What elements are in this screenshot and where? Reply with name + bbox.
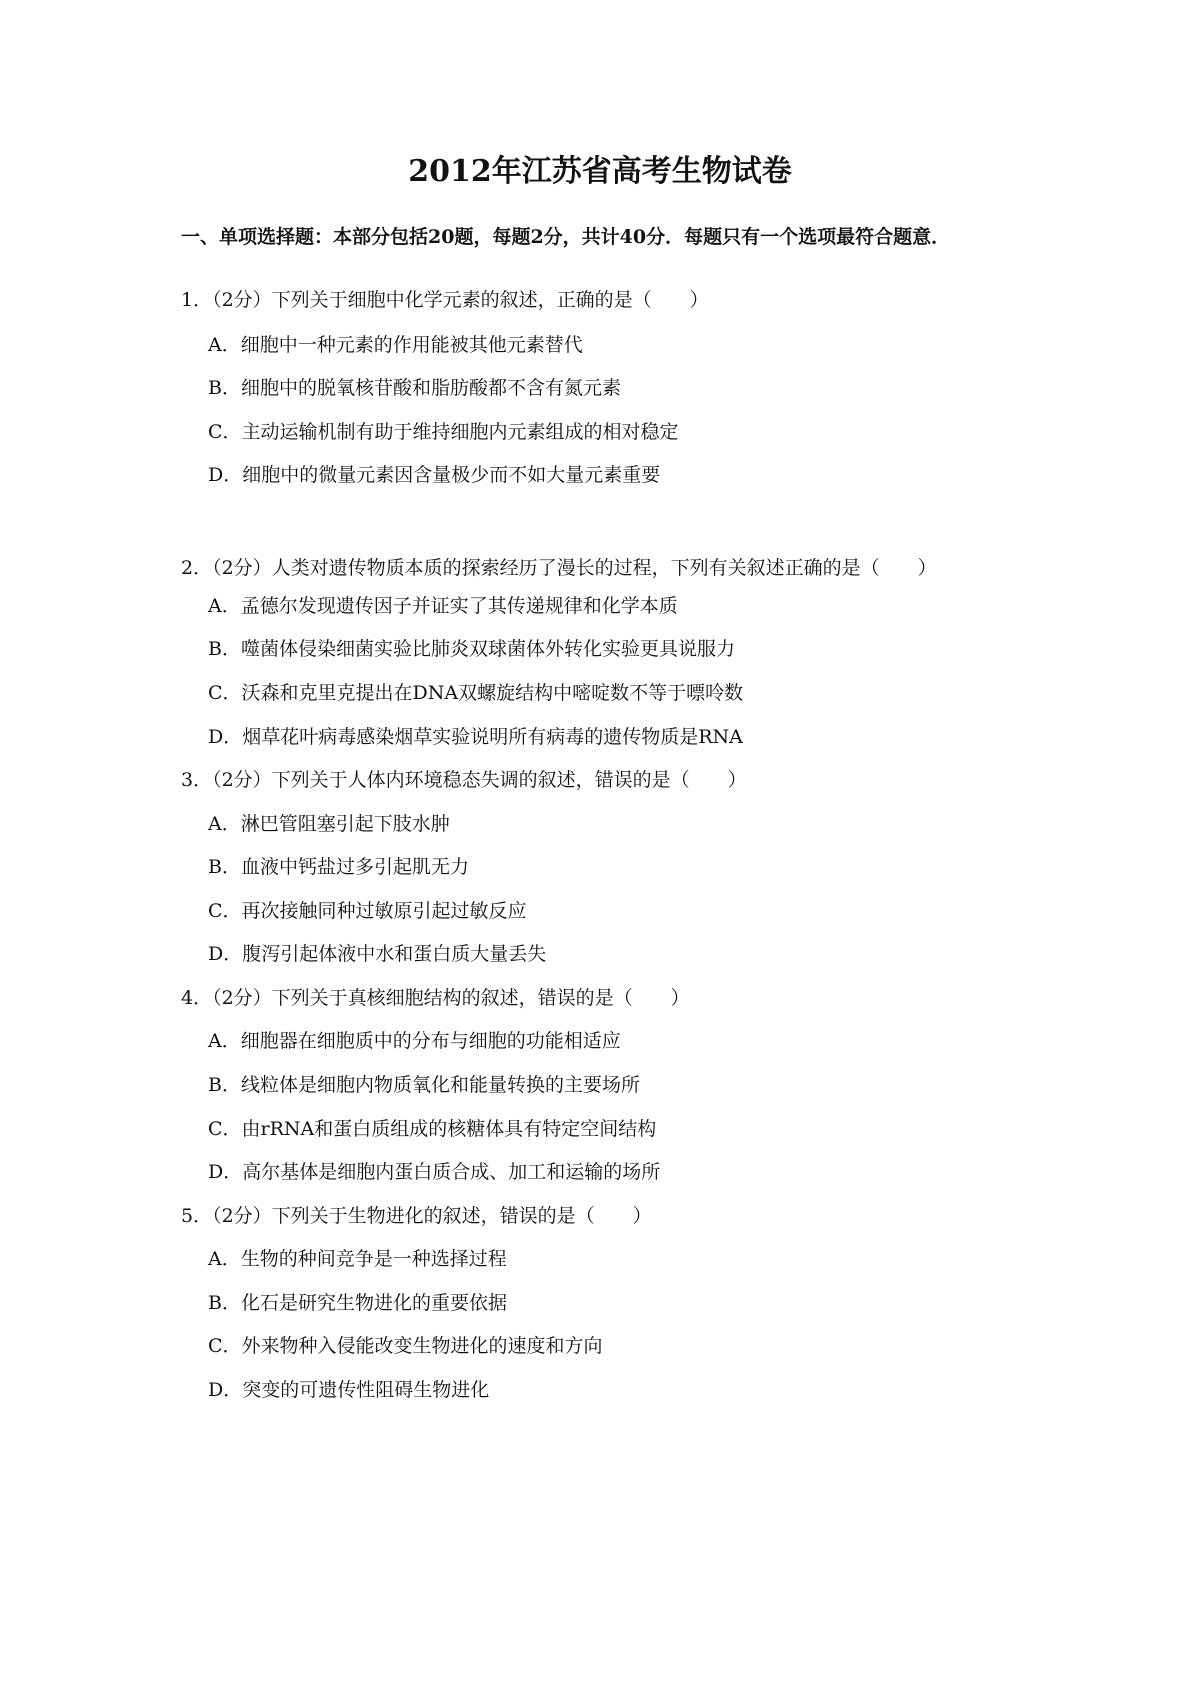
question-5-option-d: D．突变的可遗传性阻碍生物进化 bbox=[208, 1379, 490, 1401]
section-heading: 一、单项选择题：本部分包括20题，每题2分，共计40分．每题只有一个选项最符合题意． bbox=[181, 226, 951, 248]
question-2-option-a: A．孟德尔发现遗传因子并证实了其传递规律和化学本质 bbox=[208, 595, 678, 617]
question-4-stem: 4．（2分）下列关于真核细胞结构的叙述，错误的是（ ） bbox=[181, 987, 690, 1009]
question-3-option-d: D．腹泻引起体液中水和蛋白质大量丢失 bbox=[208, 943, 547, 965]
question-3-option-c: C．再次接触同种过敏原引起过敏反应 bbox=[208, 900, 527, 922]
question-3-stem: 3．（2分）下列关于人体内环境稳态失调的叙述，错误的是（ ） bbox=[181, 769, 747, 791]
question-2-option-b: B．噬菌体侵染细菌实验比肺炎双球菌体外转化实验更具说服力 bbox=[208, 638, 735, 660]
question-4-option-c: C．由rRNA和蛋白质组成的核糖体具有特定空间结构 bbox=[208, 1118, 657, 1140]
question-4-option-b: B．线粒体是细胞内物质氧化和能量转换的主要场所 bbox=[208, 1074, 640, 1096]
question-2-option-d: D．烟草花叶病毒感染烟草实验说明所有病毒的遗传物质是RNA bbox=[208, 726, 743, 748]
question-4-option-d: D．高尔基体是细胞内蛋白质合成、加工和运输的场所 bbox=[208, 1161, 661, 1183]
question-1-stem: 1．（2分）下列关于细胞中化学元素的叙述，正确的是（ ） bbox=[181, 289, 709, 311]
question-1-option-d: D．细胞中的微量元素因含量极少而不如大量元素重要 bbox=[208, 464, 661, 486]
question-3-option-b: B．血液中钙盐过多引起肌无力 bbox=[208, 856, 469, 878]
question-1-option-b: B．细胞中的脱氧核苷酸和脂肪酸都不含有氮元素 bbox=[208, 377, 621, 399]
question-2-option-c: C．沃森和克里克提出在DNA双螺旋结构中嘧啶数不等于嘌呤数 bbox=[208, 682, 744, 704]
question-4-option-a: A．细胞器在细胞质中的分布与细胞的功能相适应 bbox=[208, 1030, 621, 1052]
question-2-stem: 2．（2分）人类对遗传物质本质的探索经历了漫长的过程，下列有关叙述正确的是（ ） bbox=[181, 557, 937, 579]
question-5-stem: 5．（2分）下列关于生物进化的叙述，错误的是（ ） bbox=[181, 1205, 652, 1227]
question-5-option-c: C．外来物种入侵能改变生物进化的速度和方向 bbox=[208, 1335, 603, 1357]
question-5-option-b: B．化石是研究生物进化的重要依据 bbox=[208, 1292, 507, 1314]
question-1-option-a: A．细胞中一种元素的作用能被其他元素替代 bbox=[208, 334, 583, 356]
question-1-option-c: C．主动运输机制有助于维持细胞内元素组成的相对稳定 bbox=[208, 421, 679, 443]
question-3-option-a: A．淋巴管阻塞引起下肢水肿 bbox=[208, 813, 450, 835]
page-title: 2012年江苏省高考生物试卷 bbox=[408, 154, 792, 189]
question-5-option-a: A．生物的种间竞争是一种选择过程 bbox=[208, 1248, 507, 1270]
